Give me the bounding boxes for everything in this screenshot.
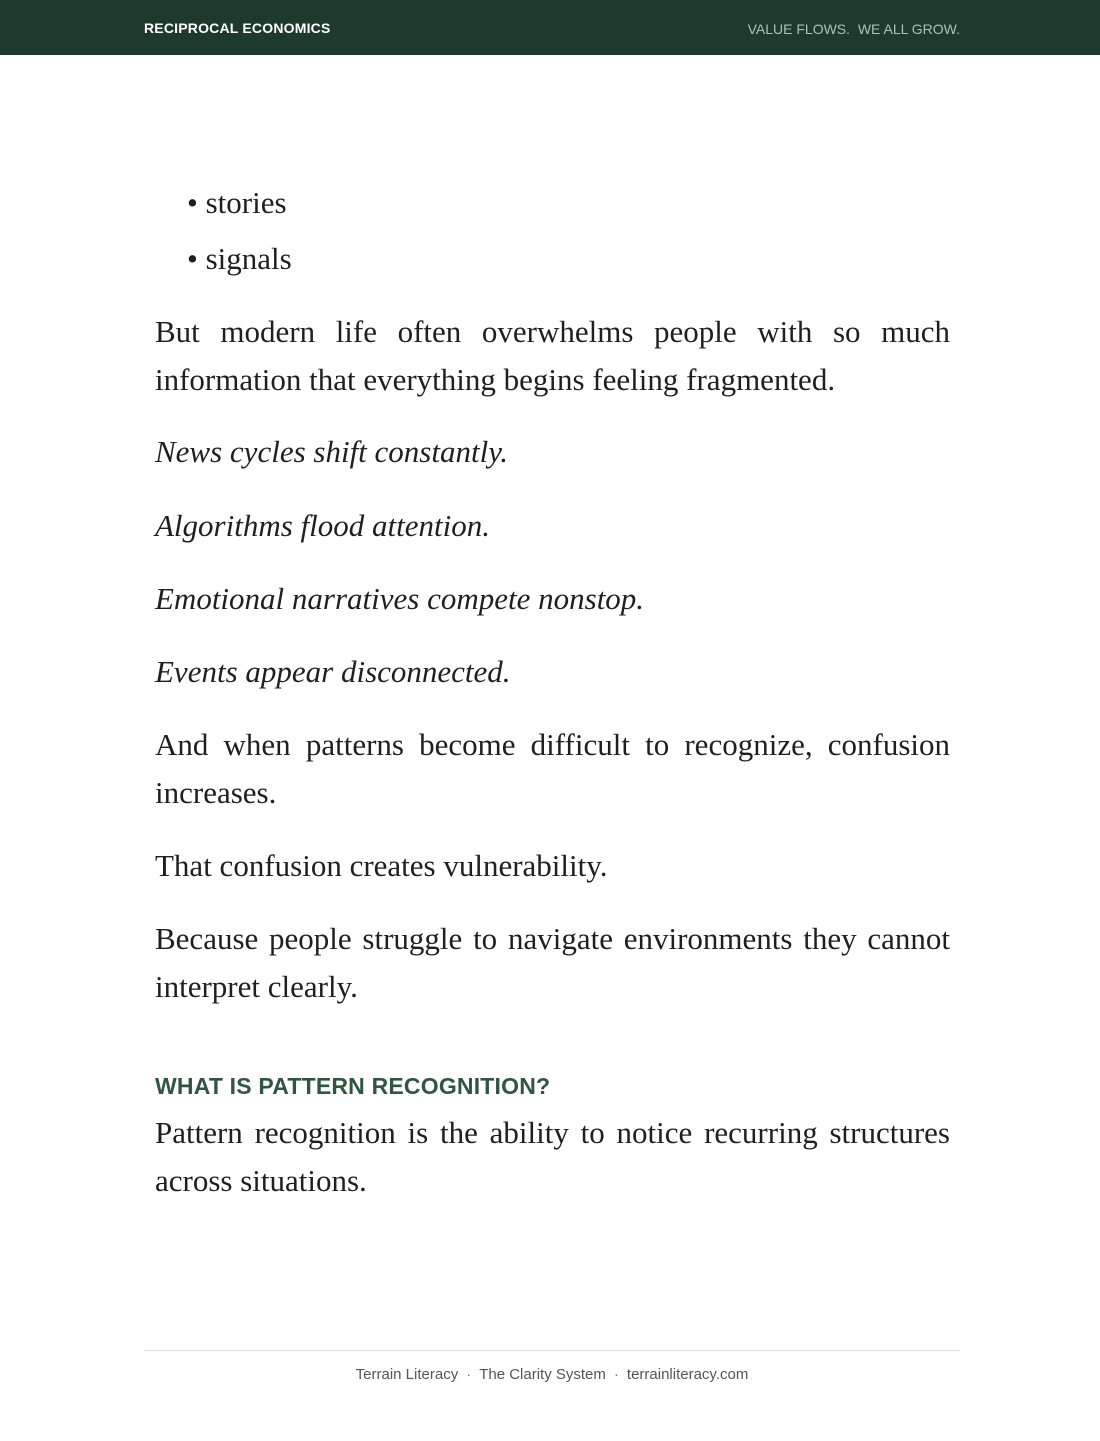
footer-item-clarity-system: The Clarity System — [479, 1366, 606, 1383]
footer-separator: · — [613, 1366, 619, 1383]
footer — [144, 1366, 960, 1383]
paragraph-fragmented: But modern life often overwhelms people with so much information that everything begins feeling fragmented. — [155, 314, 950, 397]
paragraph-algorithms: Algorithms flood attention. — [155, 508, 490, 543]
paragraph-navigate: Because people struggle to navigate environments they cannot interpret clearly. — [155, 921, 950, 1004]
footer-item-website[interactable]: terrainliteracy.com — [626, 1366, 749, 1383]
paragraph-vulnerability: That confusion creates vulnerability. — [155, 848, 608, 883]
list-item-stories: • stories — [187, 185, 287, 220]
paragraph-news-cycles: News cycles shift constantly. — [155, 434, 509, 469]
footer-item-terrain-literacy: Terrain Literacy — [355, 1366, 459, 1383]
paragraph-emotional-narratives: Emotional narratives compete nonstop. — [155, 581, 645, 616]
list-item-signals: • signals — [187, 241, 292, 276]
footer-divider — [144, 1350, 960, 1351]
paragraph-definition: Pattern recognition is the ability to notice recurring structures across situations. — [155, 1115, 950, 1198]
footer-separator: · — [466, 1366, 472, 1383]
paragraph-confusion-increases: And when patterns become difficult to recognize, confusion increases. — [155, 727, 950, 810]
top-bar — [0, 0, 1100, 55]
paragraph-events: Events appear disconnected. — [155, 654, 511, 689]
section-heading: WHAT IS PATTERN RECOGNITION? — [155, 1073, 551, 1099]
brand-name[interactable]: RECIPROCAL ECONOMICS — [144, 20, 331, 36]
tagline: VALUE FLOWS. WE ALL GROW. — [747, 21, 960, 37]
